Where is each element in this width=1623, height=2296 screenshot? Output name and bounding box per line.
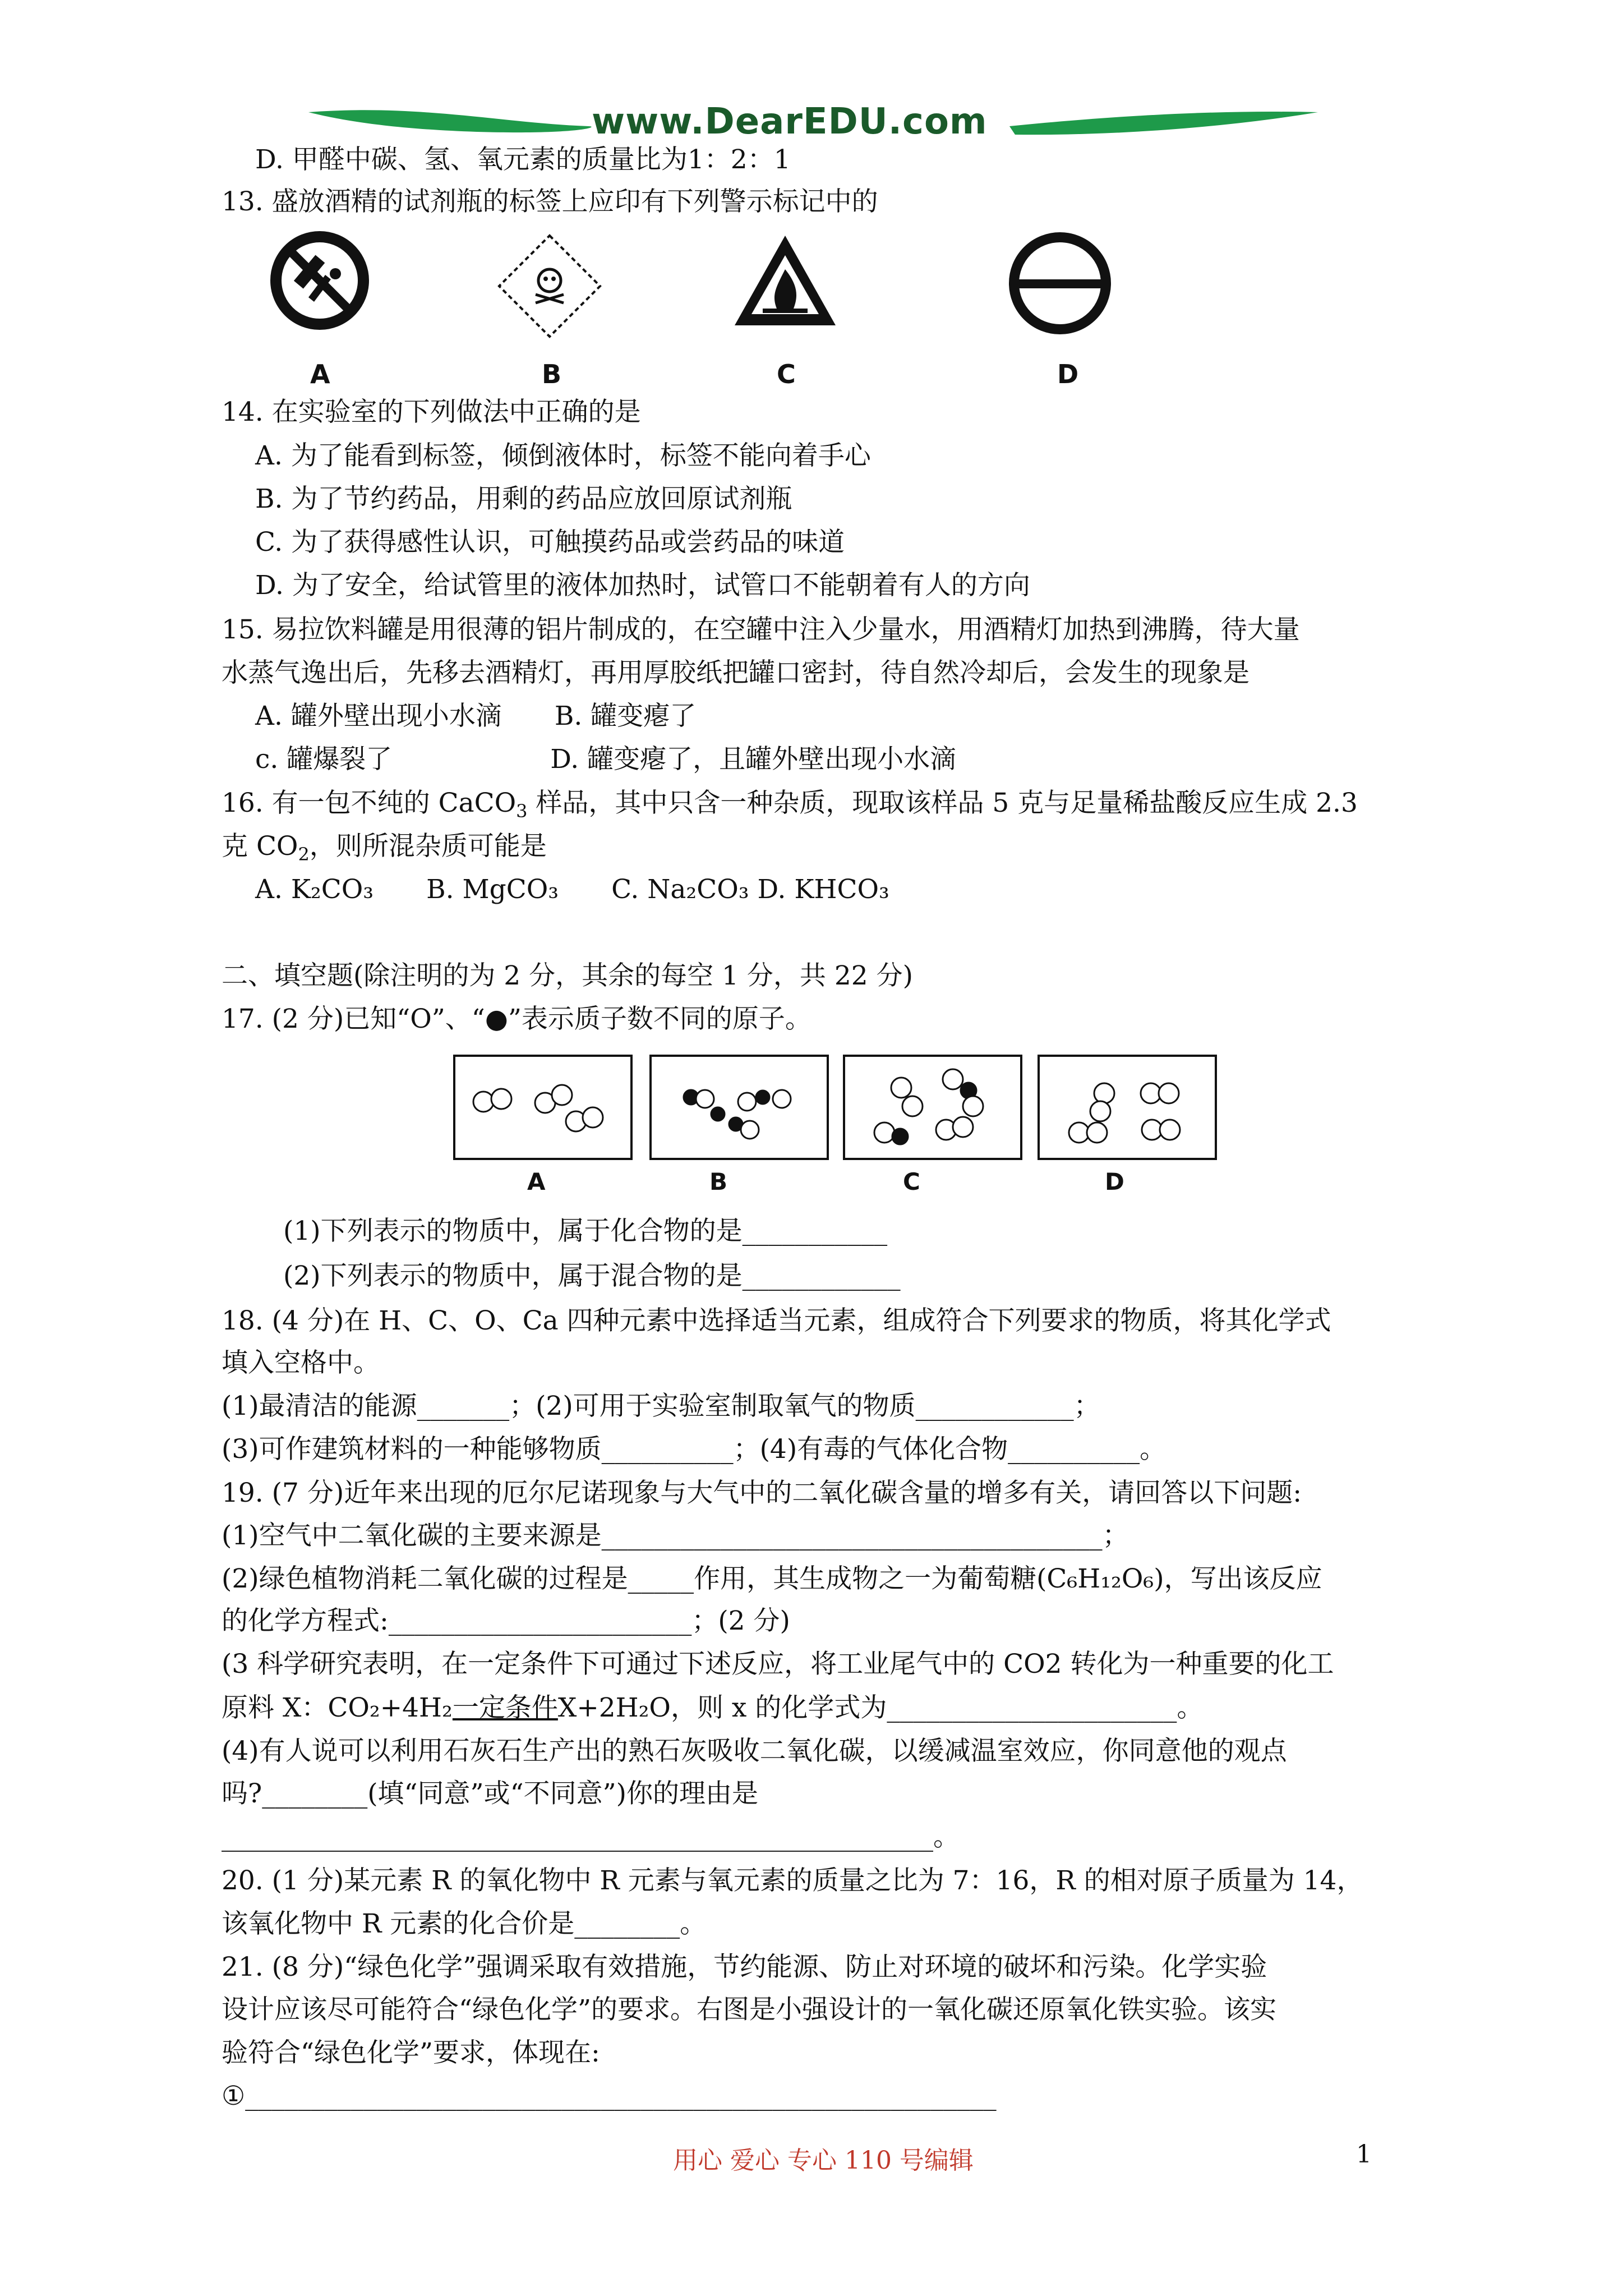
option-14d: D. 为了安全，给试管里的液体加热时，试管口不能朝着有人的方向	[255, 570, 1030, 601]
question-19-line4: 的化学方程式:_______________________；(2 分)	[222, 1605, 790, 1636]
molecule-label-b: B	[709, 1168, 728, 1195]
q16-text-part2: 样品，其中只含一种杂质，现取该样品 5 克与足量稀盐酸反应生成 2.3	[527, 788, 1358, 818]
question-18-line1: 18. (4 分)在 H、C、O、Ca 四种元素中选择适当元素，组成符合下列要求的物质，将其化学式	[222, 1305, 1331, 1336]
question-19-line3: (2)绿色植物消耗二氧化碳的过程是_____作用，其生成物之一为葡萄糖(C₆H₁₂O₆)，写出该反应	[222, 1563, 1322, 1594]
question-21-line4: ①_________________________________________________________	[222, 2081, 997, 2111]
molecule-box-c	[843, 1055, 1022, 1160]
question-17: 17. (2 分)已知“O”、“●”表示质子数不同的原子。	[222, 1004, 811, 1034]
question-19-line8: 吗?________(填“同意”或“不同意”)你的理由是	[222, 1778, 758, 1809]
prohibition-circle-icon	[1004, 230, 1116, 342]
question-20-line2: 该氧化物中 R 元素的化合价是________。	[222, 1908, 707, 1939]
text-line: D. 甲醛中碳、氢、氧元素的质量比为1：2：1	[255, 144, 791, 175]
molecules-a-icon	[455, 1057, 630, 1158]
question-16-line2	[222, 830, 547, 863]
warning-label-d: D	[1057, 359, 1079, 389]
warning-label-c: C	[777, 359, 796, 389]
question-19-line6	[222, 1691, 1203, 1725]
question-15-line2: 水蒸气逸出后，先移去酒精灯，再用厚胶纸把罐口密封，待自然冷却后，会发生的现象是	[222, 657, 1249, 688]
question-13: 13. 盛放酒精的试剂瓶的标签上应印有下列警示标记中的	[222, 186, 878, 217]
q19-equation-right: X+2H₂O，则 x 的化学式为______________________。	[557, 1692, 1204, 1723]
question-14: 14. 在实验室的下列做法中正确的是	[222, 397, 641, 427]
q16-text-part4: ，则所混杂质可能是	[309, 831, 547, 862]
question-19-line1: 19. (7 分)近年来出现的厄尔尼诺现象与大气中的二氧化碳含量的增多有关，请回答以下问题:	[222, 1478, 1302, 1508]
question-15-line1: 15. 易拉饮料罐是用很薄的铝片制成的，在空罐中注入少量水，用酒精灯加热到沸腾，待大量	[222, 614, 1300, 645]
subscript: 2	[298, 844, 310, 865]
molecule-label-a: A	[527, 1168, 546, 1195]
warning-label-a: A	[310, 359, 330, 389]
question-17-part1: (1)下列表示的物质中，属于化合物的是___________	[283, 1216, 888, 1246]
question-21-line1: 21. (8 分)“绿色化学”强调采取有效措施，节约能源、防止对环境的破坏和污染。化学实验	[222, 1952, 1267, 1982]
question-18-line4: (3)可作建筑材料的一种能够物质__________；(4)有毒的气体化合物__________。	[222, 1434, 1166, 1465]
question-19-line2: (1)空气中二氧化碳的主要来源是______________________________________；	[222, 1520, 1129, 1551]
q19-equation-left: 原料 X：CO₂+4H₂	[222, 1692, 453, 1723]
molecule-label-c: C	[903, 1168, 920, 1195]
toxic-diamond-icon	[494, 230, 606, 342]
molecule-box-b	[649, 1055, 829, 1160]
footer-text: 用心 爱心 专心 110 号编辑	[673, 2146, 974, 2175]
options-15-row1: A. 罐外壁出现小水滴 B. 罐变瘪了	[255, 701, 697, 731]
question-21-line2: 设计应该尽可能符合“绿色化学”的要求。右图是小强设计的一氧化碳还原氧化铁实验。该实	[222, 1994, 1277, 2025]
option-14b: B. 为了节约药品，用剩的药品应放回原试剂瓶	[255, 484, 792, 514]
molecule-box-a	[453, 1055, 633, 1160]
subscript: 3	[516, 800, 528, 822]
question-18-line2: 填入空格中。	[222, 1347, 380, 1378]
no-smoking-icon	[269, 230, 370, 331]
molecules-c-icon	[845, 1057, 1020, 1158]
section-2-heading: 二、填空题(除注明的为 2 分，其余的每空 1 分，共 22 分)	[222, 960, 913, 991]
molecules-d-icon	[1040, 1057, 1215, 1158]
molecule-label-d: D	[1105, 1168, 1124, 1195]
warning-label-b: B	[542, 359, 562, 389]
molecules-b-icon	[652, 1057, 827, 1158]
page-number: 1	[1356, 2140, 1372, 2169]
flammable-triangle-icon	[729, 230, 841, 334]
option-14c: C. 为了获得感性认识，可触摸药品或尝药品的味道	[255, 527, 845, 558]
question-18-line3: (1)最清洁的能源_______；(2)可用于实验室制取氧气的物质____________；	[222, 1391, 1100, 1421]
question-16-line1	[222, 786, 1358, 820]
question-19-line7: (4)有人说可以利用石灰石生产出的熟石灰吸收二氧化碳，以缓减温室效应，你同意他的观点	[222, 1736, 1287, 1766]
q19-reaction-condition: 一定条件	[452, 1692, 558, 1723]
question-17-part2: (2)下列表示的物质中，属于混合物的是____________	[283, 1260, 901, 1291]
options-15-row2: c. 罐爆裂了 D. 罐变瘪了，且罐外壁出现小水滴	[255, 744, 957, 775]
option-14a: A. 为了能看到标签，倾倒液体时，标签不能向着手心	[255, 440, 871, 471]
question-19-line5: (3 科学研究表明，在一定条件下可通过下述反应，将工业尾气中的 CO2 转化为一种重要的化工	[222, 1649, 1334, 1680]
molecule-box-d	[1038, 1055, 1217, 1160]
brand-title: www.DearEDU.com	[592, 101, 988, 142]
question-21-line3: 验符合“绿色化学”要求，体现在:	[222, 2037, 600, 2068]
q16-text-part3: 克 CO	[222, 831, 298, 862]
question-19-line9: ______________________________________________________。	[222, 1821, 960, 1852]
q16-text-part1: 16. 有一包不纯的 CaCO	[222, 788, 517, 818]
question-20-line1: 20. (1 分)某元素 R 的氧化物中 R 元素与氧元素的质量之比为 7：16，R 的相对原子质量为 14，	[222, 1865, 1363, 1896]
options-16: A. K₂CO₃ B. MgCO₃ C. Na₂CO₃ D. KHCO₃	[255, 874, 889, 905]
